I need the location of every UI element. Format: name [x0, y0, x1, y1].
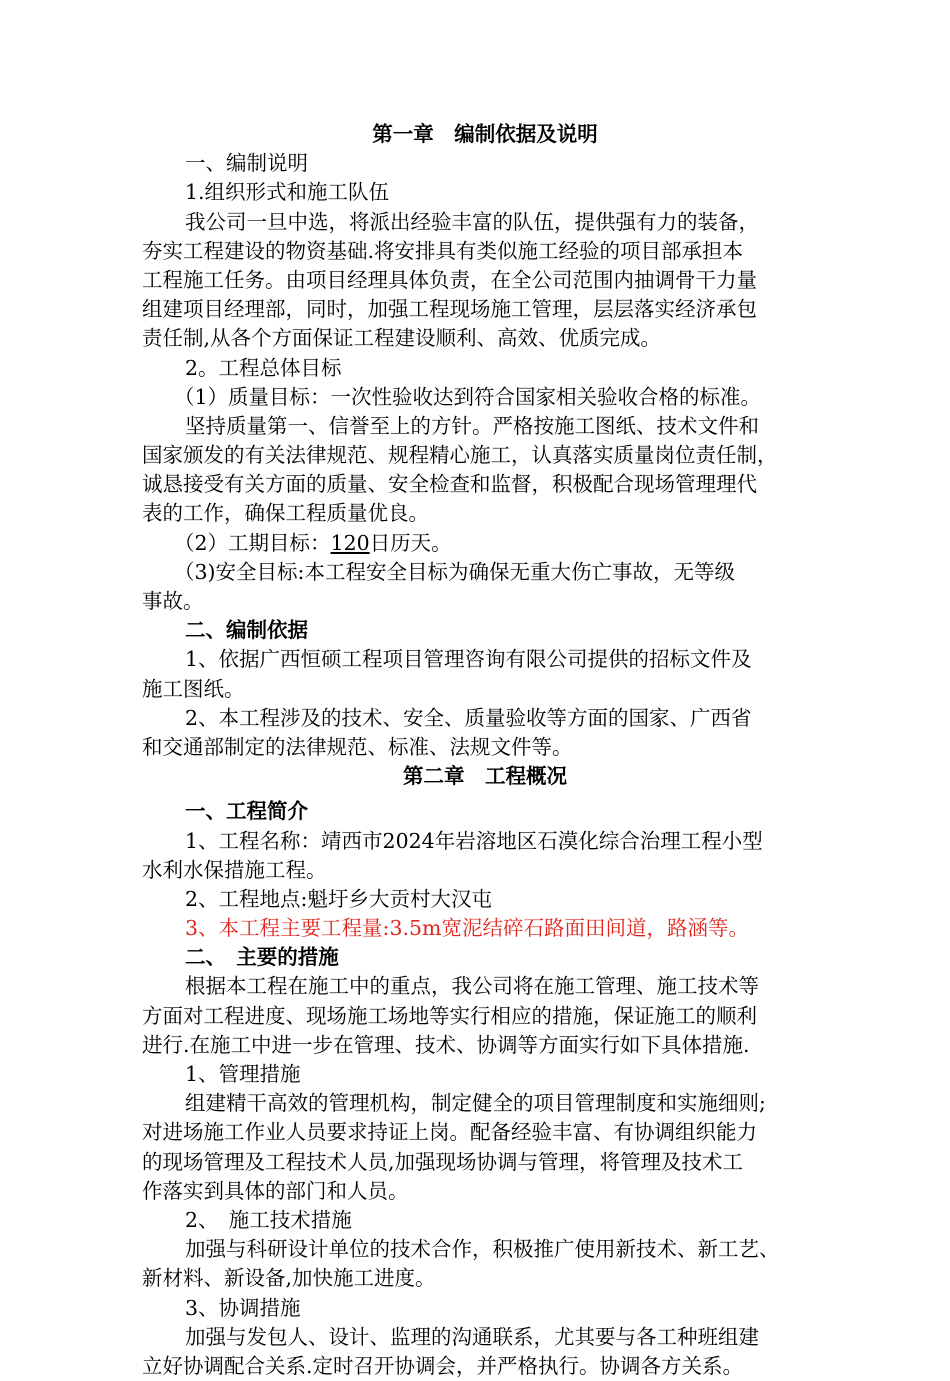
- paragraph-line: 施工图纸。: [142, 676, 245, 701]
- paragraph-line: 诚恳接受有关方面的质量、安全检查和监督，积极配合现场管理理代: [142, 472, 757, 497]
- quality-goal: （1）质量目标：一次性验收达到符合国家相关验收合格的标准。: [174, 384, 762, 409]
- paragraph-line: 作落实到具体的部门和人员。: [142, 1178, 409, 1203]
- paragraph-line: 新材料、新设备,加快施工进度。: [142, 1266, 436, 1291]
- paragraph-line: 责任制,从各个方面保证工程建设顺利、高效、优质完成。: [142, 326, 662, 351]
- paragraph-line: 2、本工程涉及的技术、安全、质量验收等方面的国家、广西省: [185, 705, 752, 730]
- paragraph-line: 进行.在施工中进一步在管理、技术、协调等方面实行如下具体措施.: [142, 1032, 750, 1057]
- item-heading: 1.组织形式和施工队伍: [185, 180, 390, 205]
- section-heading: 二、 主要的措施: [185, 945, 339, 970]
- paragraph-line: 国家颁发的有关法律规范、规程精心施工，认真落实质量岗位责任制，: [142, 443, 778, 468]
- paragraph-line: 事故。: [142, 589, 204, 613]
- paragraph-line: 工程施工任务。由项目经理具体负责，在全公司范围内抽调骨干力量: [142, 267, 757, 292]
- paragraph-line: 加强与科研设计单位的技术合作，积极推广使用新技术、新工艺、: [185, 1237, 780, 1262]
- paragraph-line: 坚持质量第一、信誉至上的方针。严格按施工图纸、技术文件和: [185, 413, 759, 438]
- paragraph-line: 水利水保措施工程。: [142, 857, 327, 882]
- section-heading: 一、编制说明: [185, 151, 308, 176]
- section-heading: 一、工程简介: [185, 799, 308, 824]
- paragraph-line: 表的工作，确保工程质量优良。: [142, 501, 429, 526]
- paragraph-line: 1、依据广西恒硕工程项目管理咨询有限公司提供的招标文件及: [185, 647, 752, 672]
- paragraph-line: 的现场管理及工程技术人员,加强现场协调与管理，将管理及技术工: [142, 1149, 744, 1174]
- item-heading: 1、管理措施: [185, 1062, 301, 1086]
- chapter-1-title: 第一章 编制依据及说明: [372, 122, 598, 146]
- paragraph-line: 组建项目经理部，同时，加强工程现场施工管理，层层落实经济承包: [142, 297, 757, 322]
- paragraph-line: 1、工程名称：靖西市2024年岩溶地区石漠化综合治理工程小型: [185, 828, 763, 853]
- paragraph-line: 我公司一旦中选，将派出经验丰富的队伍，提供强有力的装备，: [185, 209, 759, 234]
- period-goal: [142, 529, 828, 558]
- project-location: 2、工程地点:魁圩乡大贡村大汉屯: [185, 886, 492, 911]
- item-heading: 2。工程总体目标: [185, 355, 342, 380]
- item-heading: 2、 施工技术措施: [185, 1207, 352, 1232]
- paragraph-line: 加强与发包人、设计、监理的沟通联系，尤其要与各工种班组建: [185, 1324, 759, 1349]
- paragraph-line: 和交通部制定的法律规范、标准、法规文件等。: [142, 734, 573, 759]
- paragraph-line: 夯实工程建设的物资基础.将安排具有类似施工经验的项目部承担本: [142, 238, 744, 263]
- paragraph-line: 组建精干高效的管理机构，制定健全的项目管理制度和实施细则;: [185, 1091, 766, 1116]
- paragraph-line: 方面对工程进度、现场施工场地等实行相应的措施，保证施工的顺利: [142, 1003, 757, 1028]
- chapter-2-title: 第二章 工程概况: [403, 764, 567, 789]
- item-heading: 3、协调措施: [185, 1295, 301, 1320]
- safety-goal: （3)安全目标:本工程安全目标为确保无重大伤亡事故，无等级: [174, 559, 735, 584]
- paragraph-line: 根据本工程在施工中的重点，我公司将在施工管理、施工技术等: [185, 974, 759, 999]
- paragraph-line: 立好协调配合关系.定时召开协调会，并严格执行。协调各方关系。: [142, 1353, 744, 1378]
- project-quantity: 3、本工程主要工程量:3.5m宽泥结碎石路面田间道，路涵等。: [185, 916, 749, 941]
- document-page: [142, 120, 828, 1381]
- section-heading: 二、编制依据: [185, 618, 308, 643]
- paragraph-line: 对进场施工作业人员要求持证上岗。配备经验丰富、有协调组织能力: [142, 1120, 757, 1145]
- period-days: 120: [330, 530, 370, 555]
- period-suffix: 日历天。: [369, 530, 452, 555]
- period-prefix: （2）工期目标：: [174, 530, 331, 555]
